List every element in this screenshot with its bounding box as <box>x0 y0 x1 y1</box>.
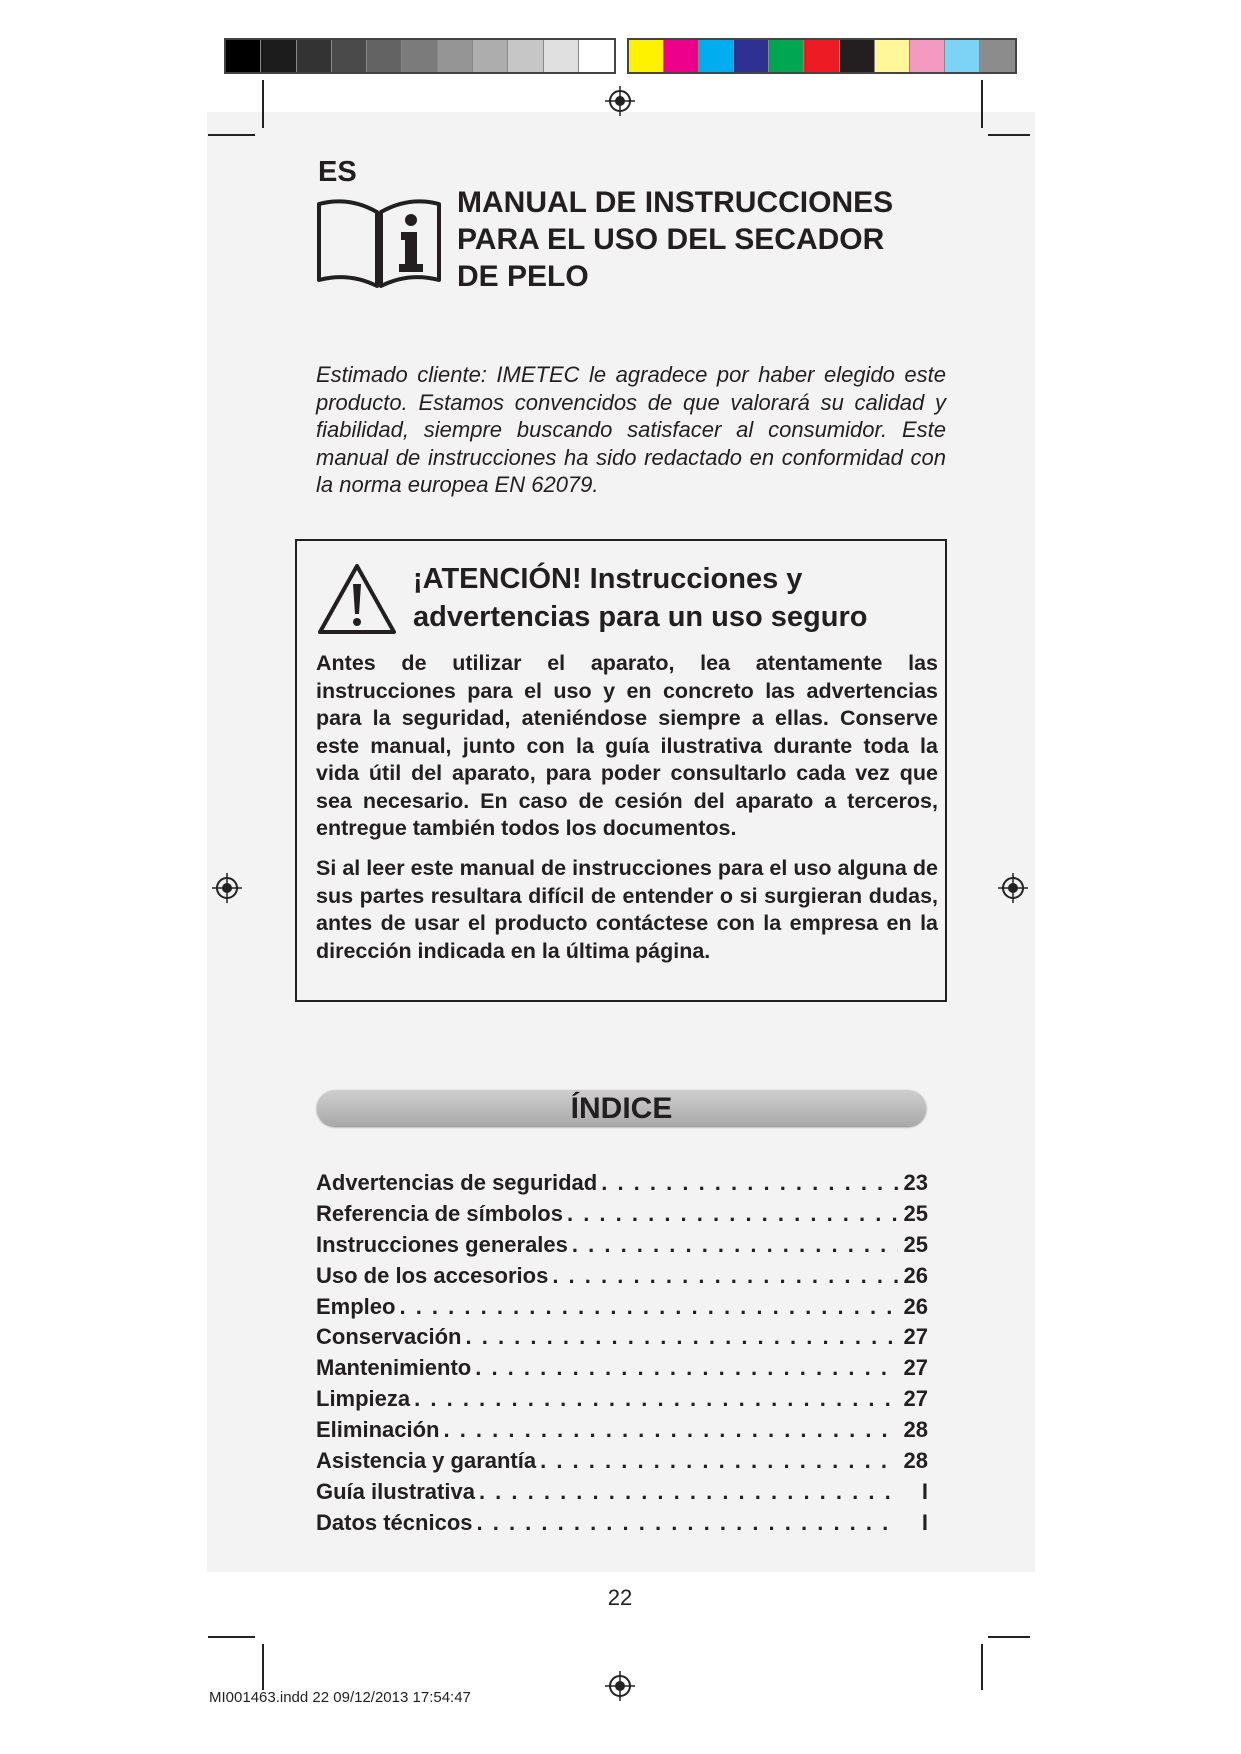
color-swatch <box>804 40 839 72</box>
toc-entry-label: Eliminación <box>316 1417 440 1443</box>
toc-entry-page: I <box>921 1478 928 1504</box>
toc-entry-label: Advertencias de seguridad <box>316 1170 598 1195</box>
table-of-contents <box>316 1170 928 1541</box>
toc-entry <box>316 1201 928 1232</box>
toc-entry-label: Mantenimiento <box>316 1355 472 1381</box>
manual-title <box>457 184 937 295</box>
toc-entry-label: Limpieza <box>316 1386 411 1412</box>
grayscale-color-bar <box>224 38 616 74</box>
intro-paragraph: Estimado cliente: IMETEC le agradece por haber elegido este producto. Estamos convencidos de que valorará su calidad y fiabilidad, siempre buscando satisfacer al consumidor. Este manual de instrucciones ha sido redactado en conformidad con la norma europea EN 62079. <box>316 362 946 497</box>
color-swatch <box>402 40 437 72</box>
toc-entry-page: 23 <box>903 1170 928 1195</box>
toc-leader-dots <box>479 1479 898 1505</box>
toc-entry-label: Guía ilustrativa <box>316 1478 475 1504</box>
toc-entry-page: 28 <box>903 1417 928 1443</box>
index-title: ÍNDICE <box>570 1092 673 1125</box>
color-swatch <box>579 40 614 72</box>
crop-mark <box>981 80 983 128</box>
registration-mark-icon <box>212 873 242 903</box>
crop-mark <box>981 1644 983 1690</box>
toc-entry-page: 27 <box>903 1355 928 1381</box>
toc-leader-dots <box>567 1201 898 1227</box>
toc-entry-label: Asistencia y garantía <box>316 1448 537 1474</box>
toc-entry-label: Instrucciones generales <box>316 1231 568 1257</box>
crop-mark <box>208 1636 255 1638</box>
crop-mark <box>988 134 1030 136</box>
crop-mark <box>208 134 255 136</box>
title-line: PARA EL USO DEL SECADOR <box>457 223 885 256</box>
toc-entry <box>316 1294 928 1325</box>
warning-title <box>413 560 933 636</box>
color-swatch <box>664 40 699 72</box>
color-swatch <box>297 40 332 72</box>
crop-mark <box>988 1636 1030 1638</box>
color-swatch <box>910 40 945 72</box>
color-swatch <box>629 40 664 72</box>
toc-entry <box>316 1170 928 1201</box>
toc-entry <box>316 1510 928 1541</box>
toc-leader-dots <box>466 1324 899 1350</box>
toc-entry-page: 27 <box>903 1386 928 1412</box>
toc-entry-label: Conservación <box>316 1324 462 1350</box>
toc-entry <box>316 1324 928 1355</box>
color-swatch <box>226 40 261 72</box>
warning-paragraph: Antes de utilizar el aparato, lea atentamente las instrucciones para el uso y en concreto las advertencias para la seguridad, ateniéndose siempre a ellas. Conserve este manual, junto con la guía ilustrativa durante toda la vida útil del aparato, para poder consultarlo cada vez que sea necesario. En caso de cesión del aparato a terceros, entregue también todos los documentos. <box>316 651 938 840</box>
toc-entry-label: Empleo <box>316 1293 396 1319</box>
toc-entry <box>316 1232 928 1263</box>
language-code: ES <box>318 156 357 188</box>
page-number: 22 <box>607 1585 633 1610</box>
process-color-bar <box>627 38 1017 74</box>
toc-leader-dots <box>540 1448 898 1474</box>
toc-entry <box>316 1263 928 1294</box>
title-line: DE PELO <box>457 260 589 293</box>
color-swatch <box>544 40 579 72</box>
color-swatch <box>261 40 296 72</box>
color-swatch <box>875 40 910 72</box>
toc-entry-page: 25 <box>903 1231 928 1257</box>
color-swatch <box>699 40 734 72</box>
crop-mark <box>262 1644 264 1690</box>
toc-leader-dots <box>572 1232 898 1258</box>
color-swatch <box>508 40 543 72</box>
toc-entry <box>316 1386 928 1417</box>
toc-entry-page: 26 <box>903 1293 928 1319</box>
toc-entry <box>316 1479 928 1510</box>
color-swatch <box>769 40 804 72</box>
toc-leader-dots <box>475 1355 898 1381</box>
toc-entry-label: Uso de los accesorios <box>316 1262 549 1288</box>
crop-mark <box>262 80 264 128</box>
info-manual-icon <box>315 198 443 288</box>
toc-entry-page: I <box>921 1509 928 1535</box>
toc-leader-dots <box>399 1294 898 1320</box>
registration-mark-icon <box>605 86 635 116</box>
toc-entry-page: 26 <box>903 1262 928 1288</box>
toc-entry <box>316 1448 928 1479</box>
toc-leader-dots <box>601 1170 898 1196</box>
color-swatch <box>473 40 508 72</box>
toc-leader-dots <box>443 1417 898 1443</box>
toc-leader-dots <box>552 1263 898 1289</box>
color-swatch <box>945 40 980 72</box>
toc-leader-dots <box>414 1386 898 1412</box>
toc-entry-label: Referencia de símbolos <box>316 1200 563 1226</box>
toc-entry <box>316 1417 928 1448</box>
color-swatch <box>367 40 402 72</box>
warning-paragraph: Si al leer este manual de instrucciones para el uso alguna de sus partes resultara difícil de entender o si surgieran dudas, antes de usar el producto contáctese con la empresa en la dirección indicada en la última página. <box>316 856 938 963</box>
toc-entry <box>316 1355 928 1386</box>
warning-title-line: advertencias para un uso seguro <box>413 601 868 633</box>
warning-triangle-icon <box>316 562 398 636</box>
title-line: MANUAL DE INSTRUCCIONES <box>457 186 894 219</box>
registration-mark-icon <box>605 1671 635 1701</box>
color-swatch <box>980 40 1015 72</box>
toc-entry-page: 27 <box>903 1324 928 1350</box>
color-swatch <box>438 40 473 72</box>
color-swatch <box>840 40 875 72</box>
toc-entry-page: 25 <box>903 1200 928 1226</box>
color-swatch <box>734 40 769 72</box>
color-swatch <box>332 40 367 72</box>
print-slug: MI001463.indd 22 09/12/2013 17:54:47 <box>209 1689 471 1706</box>
toc-entry-page: 28 <box>903 1448 928 1474</box>
registration-mark-icon <box>998 873 1028 903</box>
toc-leader-dots <box>477 1510 899 1536</box>
toc-entry-label: Datos técnicos <box>316 1509 473 1535</box>
warning-title-line: ¡ATENCIÓN! Instrucciones y <box>413 563 803 595</box>
